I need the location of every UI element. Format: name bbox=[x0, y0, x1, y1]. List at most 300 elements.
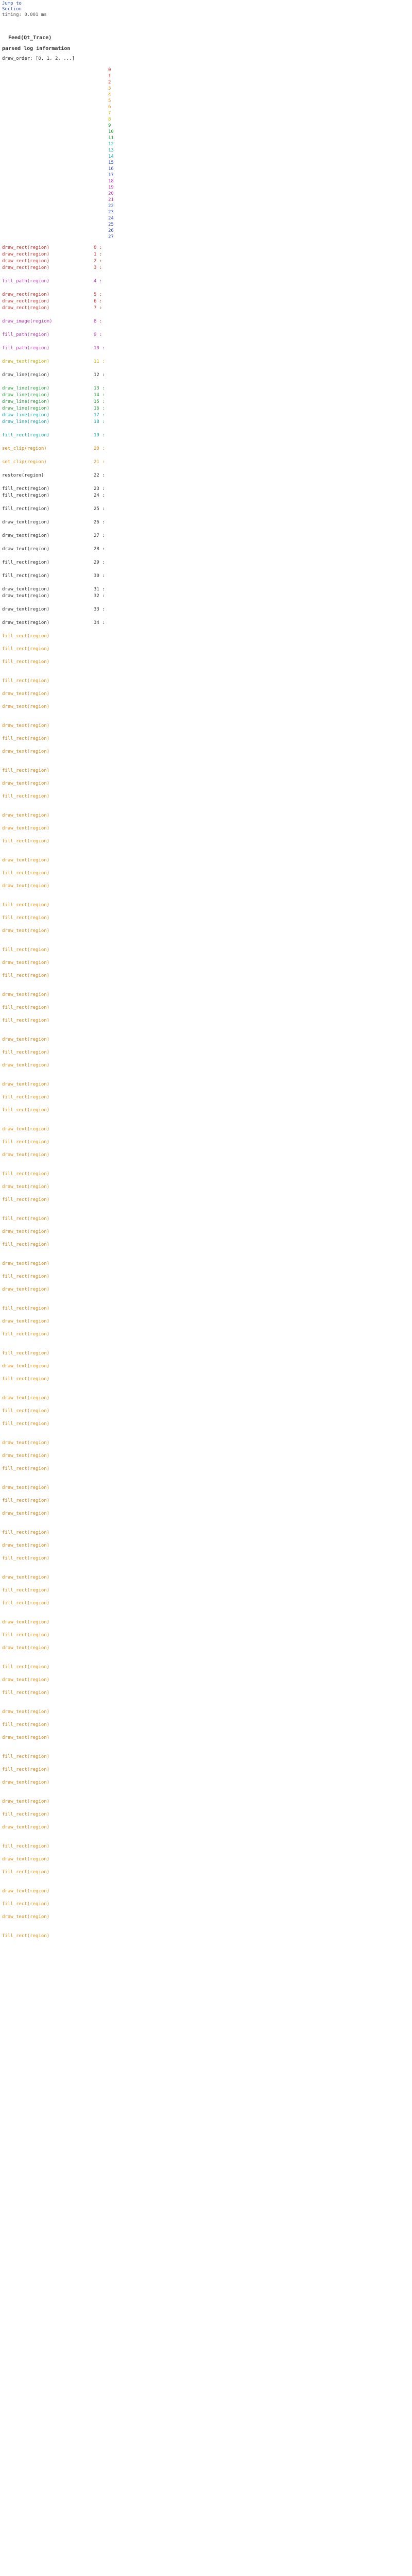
list-item[interactable] bbox=[2, 768, 404, 775]
row-gap bbox=[2, 698, 404, 704]
list-item[interactable] bbox=[2, 393, 404, 399]
entry-label: fill_rect(region) bbox=[2, 1095, 50, 1100]
entry-label: draw_rect(region) bbox=[2, 299, 50, 304]
row-gap bbox=[2, 935, 404, 947]
entry-label: fill_rect(region) bbox=[2, 1690, 50, 1696]
list-item[interactable] bbox=[2, 813, 404, 820]
entry-value: 0 : bbox=[94, 245, 102, 250]
list-item[interactable] bbox=[2, 466, 404, 473]
entry-label: draw_line(region) bbox=[2, 406, 50, 411]
entry-label: draw_text(region) bbox=[2, 781, 50, 786]
list-item[interactable] bbox=[2, 973, 404, 980]
draw-order-item: 11 bbox=[108, 135, 114, 141]
list-item[interactable] bbox=[2, 346, 404, 352]
list-item[interactable] bbox=[2, 453, 404, 460]
row-gap bbox=[2, 1582, 404, 1588]
entry-label: fill_rect(region) bbox=[2, 1351, 50, 1356]
list-item[interactable] bbox=[2, 1799, 404, 1806]
list-item[interactable] bbox=[2, 1409, 404, 1415]
row-gap bbox=[2, 653, 404, 659]
row-gap bbox=[2, 1370, 404, 1377]
row-gap bbox=[2, 1236, 404, 1242]
list-item[interactable] bbox=[2, 547, 404, 553]
list-item[interactable] bbox=[2, 245, 404, 252]
entry-label: draw_text(region) bbox=[2, 1825, 50, 1830]
list-item[interactable] bbox=[2, 446, 404, 453]
entry-value: 28 : bbox=[94, 547, 105, 552]
list-item[interactable] bbox=[2, 339, 404, 346]
row-gap bbox=[2, 1338, 404, 1351]
entry-label: fill_rect(region) bbox=[2, 1601, 50, 1606]
entry-label: draw_text(region) bbox=[2, 1889, 50, 1894]
list-item[interactable] bbox=[2, 614, 404, 620]
list-item[interactable] bbox=[2, 659, 404, 666]
entry-label: draw_text(region) bbox=[2, 1620, 50, 1625]
row-gap bbox=[2, 1402, 404, 1409]
list-item[interactable] bbox=[2, 839, 404, 845]
entry-label: fill_rect(region) bbox=[2, 1498, 50, 1503]
list-item[interactable] bbox=[2, 1690, 404, 1697]
entry-value: 15 : bbox=[94, 399, 105, 404]
list-item[interactable] bbox=[2, 871, 404, 877]
draw-order-item: 3 bbox=[108, 86, 111, 91]
entry-label: draw_text(region) bbox=[2, 547, 50, 552]
list-item[interactable] bbox=[2, 1364, 404, 1370]
entry-label: fill_rect(region) bbox=[2, 736, 50, 741]
row-gap bbox=[2, 1358, 404, 1364]
list-item[interactable] bbox=[2, 1377, 404, 1383]
list-item[interactable] bbox=[2, 903, 404, 909]
row-gap bbox=[2, 1178, 404, 1184]
entry-label: draw_image(region) bbox=[2, 319, 53, 324]
list-item[interactable] bbox=[2, 326, 404, 332]
list-item[interactable] bbox=[2, 858, 404, 865]
section-title: parsed log information bbox=[2, 46, 71, 52]
list-item[interactable] bbox=[2, 587, 404, 594]
list-item[interactable] bbox=[2, 1242, 404, 1249]
list-item[interactable] bbox=[2, 947, 404, 954]
list-item[interactable] bbox=[2, 1216, 404, 1223]
entry-label: draw_text(region) bbox=[2, 691, 50, 697]
list-item[interactable] bbox=[2, 560, 404, 567]
draw-order-item: 12 bbox=[108, 142, 114, 147]
entry-value: 27 : bbox=[94, 533, 105, 538]
entry-value: 2 : bbox=[94, 259, 102, 264]
entry-label: draw_text(region) bbox=[2, 928, 50, 934]
list-item[interactable] bbox=[2, 319, 404, 326]
list-item[interactable] bbox=[2, 1543, 404, 1550]
entry-label: draw_text(region) bbox=[2, 1646, 50, 1651]
list-item[interactable] bbox=[2, 379, 404, 386]
row-gap bbox=[2, 1863, 404, 1870]
list-item[interactable] bbox=[2, 1709, 404, 1716]
entry-label: fill_rect(region) bbox=[2, 903, 50, 908]
row-gap bbox=[2, 820, 404, 826]
list-item[interactable] bbox=[2, 1440, 404, 1447]
list-item[interactable] bbox=[2, 292, 404, 299]
row-gap bbox=[2, 1070, 404, 1082]
draw-order-item: 16 bbox=[108, 166, 114, 172]
list-item[interactable] bbox=[2, 553, 404, 560]
list-item[interactable] bbox=[2, 1870, 404, 1876]
list-item[interactable] bbox=[2, 540, 404, 547]
row-gap bbox=[2, 1146, 404, 1153]
list-item[interactable] bbox=[2, 1184, 404, 1191]
entry-label: draw_text(region) bbox=[2, 1319, 50, 1324]
list-item[interactable] bbox=[2, 1556, 404, 1563]
row-gap bbox=[2, 685, 404, 691]
row-gap bbox=[2, 1537, 404, 1543]
entry-label: fill_rect(region) bbox=[2, 1306, 50, 1311]
row-gap bbox=[2, 1851, 404, 1857]
list-item[interactable] bbox=[2, 366, 404, 372]
draw-order-item: 4 bbox=[108, 92, 111, 97]
entry-label: draw_text(region) bbox=[2, 749, 50, 754]
row-gap bbox=[2, 1159, 404, 1172]
list-item[interactable] bbox=[2, 332, 404, 339]
list-item[interactable] bbox=[2, 992, 404, 999]
list-item[interactable] bbox=[2, 1722, 404, 1729]
list-item[interactable] bbox=[2, 1229, 404, 1236]
list-item[interactable] bbox=[2, 406, 404, 413]
entry-value: 22 : bbox=[94, 473, 105, 478]
entry-label: draw_text(region) bbox=[2, 533, 50, 538]
row-gap bbox=[2, 1595, 404, 1601]
list-item[interactable] bbox=[2, 1082, 404, 1089]
list-item[interactable] bbox=[2, 1633, 404, 1639]
list-item[interactable] bbox=[2, 1153, 404, 1159]
list-item[interactable] bbox=[2, 1351, 404, 1358]
list-item[interactable] bbox=[2, 1319, 404, 1326]
row-gap bbox=[2, 1223, 404, 1229]
draw-order-item: 2 bbox=[108, 80, 111, 85]
list-item[interactable] bbox=[2, 1005, 404, 1012]
list-item[interactable] bbox=[2, 506, 404, 513]
list-item[interactable] bbox=[2, 312, 404, 319]
list-item[interactable] bbox=[2, 1530, 404, 1537]
row-gap bbox=[2, 865, 404, 871]
entry-label: draw_text(region) bbox=[2, 992, 50, 997]
list-item[interactable] bbox=[2, 460, 404, 466]
entry-label: draw_text(region) bbox=[2, 1735, 50, 1740]
list-item[interactable] bbox=[2, 884, 404, 890]
list-item[interactable] bbox=[2, 433, 404, 439]
section-link[interactable]: Section bbox=[2, 7, 22, 12]
entry-label: fill_rect(region) bbox=[2, 973, 50, 978]
list-item[interactable] bbox=[2, 259, 404, 265]
row-gap bbox=[2, 788, 404, 794]
list-item[interactable] bbox=[2, 1677, 404, 1684]
entry-label: draw_text(region) bbox=[2, 1914, 50, 1920]
list-item[interactable] bbox=[2, 1108, 404, 1114]
list-item[interactable] bbox=[2, 299, 404, 306]
list-item[interactable] bbox=[2, 1511, 404, 1518]
list-item[interactable] bbox=[2, 1197, 404, 1204]
row-gap bbox=[2, 909, 404, 916]
list-item[interactable] bbox=[2, 749, 404, 756]
entry-value: 16 : bbox=[94, 406, 105, 411]
list-item[interactable] bbox=[2, 486, 404, 493]
list-item[interactable] bbox=[2, 533, 404, 540]
row-gap bbox=[2, 877, 404, 884]
list-item[interactable] bbox=[2, 1274, 404, 1281]
list-item[interactable] bbox=[2, 419, 404, 426]
row-gap bbox=[2, 1089, 404, 1095]
row-gap bbox=[2, 801, 404, 813]
entry-label: draw_text(region) bbox=[2, 1184, 50, 1190]
row-gap bbox=[2, 711, 404, 723]
row-gap bbox=[2, 1684, 404, 1690]
list-item[interactable] bbox=[2, 1754, 404, 1761]
list-item[interactable] bbox=[2, 306, 404, 312]
row-gap bbox=[2, 922, 404, 928]
row-gap bbox=[2, 1460, 404, 1466]
entry-label: fill_rect(region) bbox=[2, 1421, 50, 1427]
row-gap bbox=[2, 1761, 404, 1767]
entry-label: draw_text(region) bbox=[2, 813, 50, 818]
list-item[interactable] bbox=[2, 527, 404, 533]
list-item[interactable] bbox=[2, 781, 404, 788]
list-item[interactable] bbox=[2, 1902, 404, 1908]
entry-label: draw_text(region) bbox=[2, 1127, 50, 1132]
list-item[interactable] bbox=[2, 679, 404, 685]
row-gap bbox=[2, 666, 404, 679]
entry-list bbox=[2, 245, 404, 634]
draw-order-item: 7 bbox=[108, 111, 111, 116]
entry-label: draw_text(region) bbox=[2, 1082, 50, 1087]
list-item[interactable] bbox=[2, 1735, 404, 1742]
row-gap bbox=[2, 1505, 404, 1511]
list-item[interactable] bbox=[2, 1588, 404, 1595]
list-item[interactable] bbox=[2, 1780, 404, 1787]
list-item[interactable] bbox=[2, 1466, 404, 1473]
list-item[interactable] bbox=[2, 285, 404, 292]
list-item[interactable] bbox=[2, 386, 404, 393]
list-item[interactable] bbox=[2, 1485, 404, 1492]
list-item[interactable] bbox=[2, 426, 404, 433]
list-item[interactable] bbox=[2, 580, 404, 587]
list-item[interactable] bbox=[2, 1261, 404, 1268]
list-item[interactable] bbox=[2, 607, 404, 614]
list-item[interactable] bbox=[2, 704, 404, 711]
list-item[interactable] bbox=[2, 826, 404, 833]
entry-label: draw_text(region) bbox=[2, 1511, 50, 1516]
list-item[interactable] bbox=[2, 1498, 404, 1505]
list-item[interactable] bbox=[2, 573, 404, 580]
top-links bbox=[2, 1, 47, 18]
row-gap bbox=[2, 1671, 404, 1677]
list-item[interactable] bbox=[2, 493, 404, 500]
draw-order-item: 5 bbox=[108, 98, 111, 104]
draw-order-item: 15 bbox=[108, 160, 114, 165]
entry-label: draw_text(region) bbox=[2, 1857, 50, 1862]
row-gap bbox=[2, 1204, 404, 1216]
entry-value: 10 : bbox=[94, 346, 105, 351]
entry-label: fill_rect(region) bbox=[2, 1332, 50, 1337]
list-item[interactable] bbox=[2, 1889, 404, 1895]
entry-label: fill_rect(region) bbox=[2, 659, 50, 665]
list-item[interactable] bbox=[2, 1934, 404, 1940]
entry-label: fill_rect(region) bbox=[2, 794, 50, 799]
entry-label: draw_text(region) bbox=[2, 1287, 50, 1292]
entry-label: fill_rect(region) bbox=[2, 1812, 50, 1817]
list-item[interactable] bbox=[2, 916, 404, 922]
entry-value: 5 : bbox=[94, 292, 102, 297]
entry-label: set_clip(region) bbox=[2, 460, 47, 465]
list-item[interactable] bbox=[2, 1601, 404, 1607]
list-item[interactable] bbox=[2, 1844, 404, 1851]
list-item[interactable] bbox=[2, 627, 404, 634]
list-item[interactable] bbox=[2, 513, 404, 520]
row-gap bbox=[2, 1101, 404, 1108]
page-title: Feed(Qt_Trace) bbox=[8, 35, 52, 41]
entry-label: fill_rect(region) bbox=[2, 1754, 50, 1759]
row-gap bbox=[2, 730, 404, 736]
row-gap bbox=[2, 833, 404, 839]
list-item[interactable] bbox=[2, 480, 404, 486]
row-gap bbox=[2, 967, 404, 973]
list-item[interactable] bbox=[2, 1914, 404, 1921]
list-item[interactable] bbox=[2, 352, 404, 359]
entry-value: 1 : bbox=[94, 252, 102, 257]
list-item[interactable] bbox=[2, 691, 404, 698]
list-item[interactable] bbox=[2, 736, 404, 743]
draw-order-item: 18 bbox=[108, 179, 114, 184]
list-item[interactable] bbox=[2, 594, 404, 600]
entry-value: 17 : bbox=[94, 413, 105, 418]
list-item[interactable] bbox=[2, 1421, 404, 1428]
intro-line: draw_order: [0, 1, 2, ...] bbox=[2, 56, 75, 61]
list-item[interactable] bbox=[2, 1857, 404, 1863]
draw-order-item: 22 bbox=[108, 204, 114, 209]
entry-label: fill_rect(region) bbox=[2, 1722, 50, 1727]
entry-label: draw_rect(region) bbox=[2, 252, 50, 257]
entry-label: draw_text(region) bbox=[2, 1364, 50, 1369]
list-item[interactable] bbox=[2, 928, 404, 935]
list-item[interactable] bbox=[2, 600, 404, 607]
row-gap bbox=[2, 1652, 404, 1665]
entry-label: draw_text(region) bbox=[2, 587, 50, 592]
list-item[interactable] bbox=[2, 399, 404, 406]
list-item[interactable] bbox=[2, 359, 404, 366]
list-item[interactable] bbox=[2, 1018, 404, 1025]
entry-label: draw_rect(region) bbox=[2, 245, 50, 250]
list-item[interactable] bbox=[2, 1306, 404, 1313]
entry-label: fill_rect(region) bbox=[2, 1242, 50, 1247]
row-gap bbox=[2, 1563, 404, 1575]
row-gap bbox=[2, 1294, 404, 1306]
row-gap bbox=[2, 1639, 404, 1646]
entry-label: draw_text(region) bbox=[2, 826, 50, 831]
list-item[interactable] bbox=[2, 1172, 404, 1178]
list-item[interactable] bbox=[2, 1812, 404, 1819]
list-item[interactable] bbox=[2, 723, 404, 730]
list-item[interactable] bbox=[2, 520, 404, 527]
list-item[interactable] bbox=[2, 372, 404, 379]
entry-value: 4 : bbox=[94, 279, 102, 284]
list-item[interactable] bbox=[2, 1287, 404, 1294]
list-item[interactable] bbox=[2, 439, 404, 446]
entry-value: 20 : bbox=[94, 446, 105, 451]
list-item[interactable] bbox=[2, 1127, 404, 1133]
timing-text: timing: 0.001 ms bbox=[2, 12, 47, 18]
row-gap bbox=[2, 1819, 404, 1825]
list-item[interactable] bbox=[2, 473, 404, 480]
list-item[interactable] bbox=[2, 272, 404, 279]
list-item[interactable] bbox=[2, 960, 404, 967]
list-item[interactable] bbox=[2, 1575, 404, 1582]
entry-label: draw_text(region) bbox=[2, 1440, 50, 1446]
list-item[interactable] bbox=[2, 265, 404, 272]
row-gap bbox=[2, 1133, 404, 1140]
entry-value: 25 : bbox=[94, 506, 105, 512]
list-item[interactable] bbox=[2, 1332, 404, 1338]
entry-label: fill_rect(region) bbox=[2, 1665, 50, 1670]
orange-entry-list bbox=[2, 634, 404, 1946]
entry-label: draw_text(region) bbox=[2, 1677, 50, 1683]
list-item[interactable] bbox=[2, 634, 404, 640]
row-gap bbox=[2, 980, 404, 992]
list-item[interactable] bbox=[2, 500, 404, 506]
list-item[interactable] bbox=[2, 1646, 404, 1652]
row-gap bbox=[2, 1787, 404, 1799]
row-gap bbox=[2, 1518, 404, 1530]
jump-to-link[interactable]: Jump to bbox=[2, 1, 22, 6]
entry-value: 26 : bbox=[94, 520, 105, 525]
entry-label: fill_rect(region) bbox=[2, 1377, 50, 1382]
list-item[interactable] bbox=[2, 252, 404, 259]
list-item[interactable] bbox=[2, 1396, 404, 1402]
entry-value: 6 : bbox=[94, 299, 102, 304]
list-item[interactable] bbox=[2, 567, 404, 573]
entry-label: draw_text(region) bbox=[2, 1543, 50, 1548]
list-item[interactable] bbox=[2, 1063, 404, 1070]
list-item[interactable] bbox=[2, 1050, 404, 1057]
row-gap bbox=[2, 1268, 404, 1274]
entry-label: draw_text(region) bbox=[2, 858, 50, 863]
draw-order-item: 13 bbox=[108, 148, 114, 153]
list-item[interactable] bbox=[2, 1825, 404, 1832]
entry-label: fill_rect(region) bbox=[2, 647, 50, 652]
list-item[interactable] bbox=[2, 1140, 404, 1146]
draw-order-item: 19 bbox=[108, 185, 114, 190]
row-gap bbox=[2, 1729, 404, 1735]
list-item[interactable] bbox=[2, 1095, 404, 1101]
list-item[interactable] bbox=[2, 279, 404, 285]
list-item[interactable] bbox=[2, 1665, 404, 1671]
entry-label: fill_rect(region) bbox=[2, 871, 50, 876]
list-item[interactable] bbox=[2, 1037, 404, 1044]
entry-label: draw_line(region) bbox=[2, 419, 50, 425]
row-gap bbox=[2, 1921, 404, 1934]
list-item[interactable] bbox=[2, 1620, 404, 1626]
list-item[interactable] bbox=[2, 413, 404, 419]
list-item[interactable] bbox=[2, 794, 404, 801]
entry-label: draw_text(region) bbox=[2, 884, 50, 889]
entry-label: fill_rect(region) bbox=[2, 1409, 50, 1414]
list-item[interactable] bbox=[2, 1453, 404, 1460]
entry-label: fill_rect(region) bbox=[2, 1108, 50, 1113]
list-item[interactable] bbox=[2, 1767, 404, 1774]
entry-label: fill_rect(region) bbox=[2, 1172, 50, 1177]
trace-document bbox=[2, 35, 404, 1946]
list-item[interactable] bbox=[2, 620, 404, 627]
entry-label: fill_rect(region) bbox=[2, 1844, 50, 1849]
row-gap bbox=[2, 1550, 404, 1556]
row-gap bbox=[2, 845, 404, 858]
list-item[interactable] bbox=[2, 647, 404, 653]
entry-label: fill_path(region) bbox=[2, 279, 50, 284]
